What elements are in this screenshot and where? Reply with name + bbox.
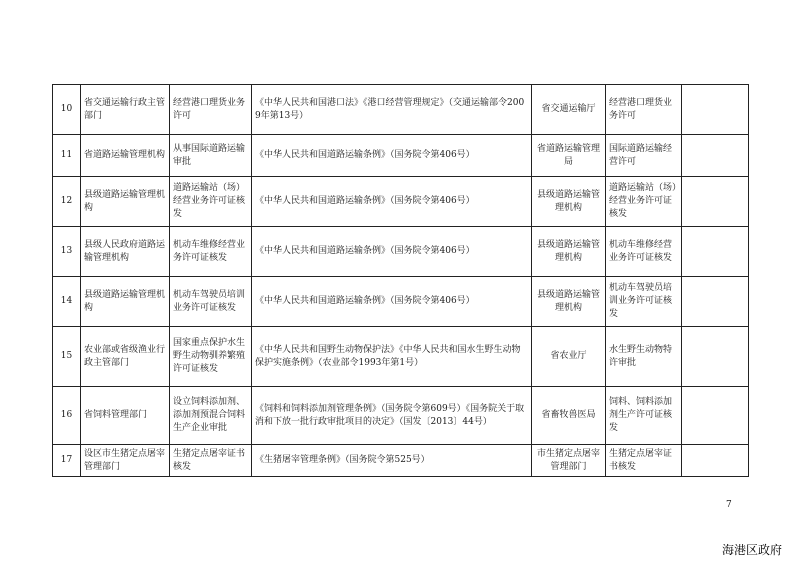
approval-result: 水生野生动物特许审批 [606, 327, 682, 387]
approval-result: 饲料、饲料添加剂生产许可证核发 [606, 387, 682, 445]
implementing-agency: 县级人民政府道路运输管理机构 [81, 227, 170, 277]
table-row [53, 387, 749, 445]
implementing-agency: 设区市生猪定点屠宰管理部门 [81, 445, 170, 477]
implementing-agency: 省饲料管理部门 [81, 387, 170, 445]
approval-result: 国际道路运输经营许可 [606, 135, 682, 177]
approval-result: 经营港口理货业务许可 [606, 85, 682, 135]
legal-basis: 《中华人民共和国道路运输条例》（国务院令第406号） [252, 177, 532, 227]
legal-basis: 《中华人民共和国野生动物保护法》《中华人民共和国水生野生动物保护实施条例》（农业部令1993年第1号） [252, 327, 532, 387]
row-number: 17 [53, 445, 81, 477]
permit-table [52, 84, 749, 477]
row-number: 13 [53, 227, 81, 277]
table-row [53, 177, 749, 227]
row-number: 15 [53, 327, 81, 387]
implementing-agency: 农业部或省级渔业行政主管部门 [81, 327, 170, 387]
approval-result: 道路运输站（场）经营业务许可证核发 [606, 177, 682, 227]
approval-item: 国家重点保护水生野生动物驯养繁殖许可证核发 [170, 327, 252, 387]
remarks-cell [682, 445, 749, 477]
remarks-cell [682, 177, 749, 227]
approval-item: 机动车驾驶员培训业务许可证核发 [170, 277, 252, 327]
source-watermark: 海港区政府 [722, 543, 783, 557]
row-number: 12 [53, 177, 81, 227]
legal-basis: 《生猪屠宰管理条例》（国务院令第525号） [252, 445, 532, 477]
approval-item: 道路运输站（场）经营业务许可证核发 [170, 177, 252, 227]
responsible-department: 省农业厅 [532, 327, 606, 387]
remarks-cell [682, 277, 749, 327]
responsible-department: 县级道路运输管理机构 [532, 277, 606, 327]
responsible-department: 省畜牧兽医局 [532, 387, 606, 445]
approval-item: 设立饲料添加剂、添加剂预混合饲料生产企业审批 [170, 387, 252, 445]
row-number: 11 [53, 135, 81, 177]
legal-basis: 《中华人民共和国道路运输条例》（国务院令第406号） [252, 135, 532, 177]
remarks-cell [682, 327, 749, 387]
table-row [53, 445, 749, 477]
legal-basis: 《中华人民共和国港口法》《港口经营管理规定》（交通运输部令2009年第13号） [252, 85, 532, 135]
remarks-cell [682, 227, 749, 277]
remarks-cell [682, 387, 749, 445]
legal-basis: 《中华人民共和国道路运输条例》（国务院令第406号） [252, 277, 532, 327]
responsible-department: 县级道路运输管理机构 [532, 177, 606, 227]
row-number: 16 [53, 387, 81, 445]
approval-item: 生猪定点屠宰证书核发 [170, 445, 252, 477]
table-row [53, 227, 749, 277]
responsible-department: 县级道路运输管理机构 [532, 227, 606, 277]
implementing-agency: 省道路运输管理机构 [81, 135, 170, 177]
implementing-agency: 县级道路运输管理机构 [81, 277, 170, 327]
page-number: 7 [726, 500, 732, 510]
approval-item: 机动车维修经营业务许可证核发 [170, 227, 252, 277]
approval-result: 机动车维修经营业务许可证核发 [606, 227, 682, 277]
approval-item: 从事国际道路运输审批 [170, 135, 252, 177]
responsible-department: 省道路运输管理局 [532, 135, 606, 177]
responsible-department: 市生猪定点屠宰管理部门 [532, 445, 606, 477]
table-row [53, 327, 749, 387]
legal-basis: 《饲料和饲料添加剂管理条例》（国务院令第609号）《国务院关于取消和下放一批行政审批项目的决定》（国发〔2013〕44号） [252, 387, 532, 445]
approval-result: 机动车驾驶员培训业务许可证核发 [606, 277, 682, 327]
implementing-agency: 省交通运输行政主管部门 [81, 85, 170, 135]
table-row [53, 135, 749, 177]
implementing-agency: 县级道路运输管理机构 [81, 177, 170, 227]
table-row [53, 85, 749, 135]
responsible-department: 省交通运输厅 [532, 85, 606, 135]
remarks-cell [682, 135, 749, 177]
remarks-cell [682, 85, 749, 135]
approval-item: 经营港口理货业务许可 [170, 85, 252, 135]
table-row [53, 277, 749, 327]
approval-result: 生猪定点屠宰证书核发 [606, 445, 682, 477]
legal-basis: 《中华人民共和国道路运输条例》（国务院令第406号） [252, 227, 532, 277]
row-number: 10 [53, 85, 81, 135]
row-number: 14 [53, 277, 81, 327]
